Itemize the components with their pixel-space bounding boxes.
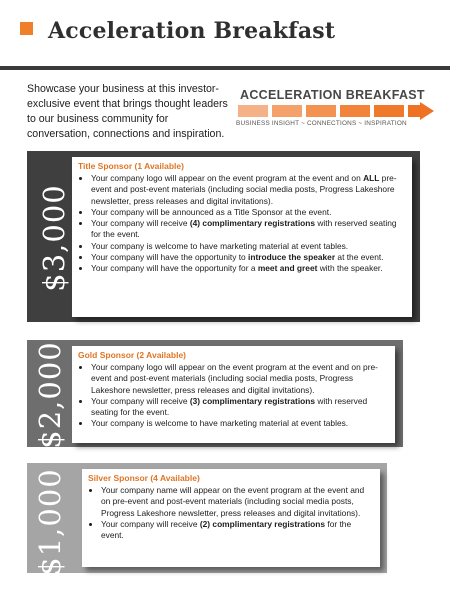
benefit-text: at the event.: [335, 252, 384, 263]
benefit-item: [91, 362, 389, 396]
tier-name: Gold Sponsor (2 Available): [78, 350, 186, 360]
benefit-item: [91, 252, 406, 263]
benefit-text: Your company will receive: [101, 518, 200, 529]
benefit-text: for the event.: [101, 518, 352, 541]
benefit-item: [91, 263, 406, 274]
benefit-list: [88, 485, 374, 541]
tier-price: $3,000: [37, 184, 71, 292]
benefit-text: Your company name will appear on the event program at the event and on pre-event and post-event materials (including social media posts, Progress Lakeshore newsletter, press releases and digital invitations).: [101, 485, 365, 518]
benefit-emphasis: ALL: [363, 173, 380, 183]
benefit-item: [91, 418, 389, 429]
intro-paragraph: Showcase your business at this investor-exclusive event that brings thought leaders to our business community for conversation, connections and inspiration.: [27, 83, 228, 140]
tier-price: $1,000: [33, 468, 67, 576]
benefit-emphasis: (4) complimentary registrations: [189, 218, 316, 229]
benefit-text: with reserved seating for the event.: [91, 218, 397, 240]
benefit-emphasis: (2) complimentary registrations: [199, 518, 326, 529]
benefit-text: Your company will receive: [91, 218, 190, 229]
benefit-emphasis: introduce the speaker: [248, 252, 336, 263]
event-banner-logo: [228, 84, 438, 134]
benefit-text: with reserved seating for the event.: [91, 395, 368, 418]
benefit-item: [91, 207, 406, 218]
benefit-item: [101, 485, 374, 519]
benefit-text: Your company is welcome to have marketing material at event tables.: [91, 418, 349, 429]
benefit-text: Your company logo will appear on the event program at the event and on pre-event and post-event materials (including social media posts, Progress Lakeshore newsletter, press releases and digital invitations).: [91, 362, 378, 395]
benefit-emphasis: meet and greet: [257, 263, 318, 274]
tier-name: Silver Sponsor (4 Available): [88, 473, 200, 483]
benefit-item: [91, 173, 406, 207]
banner-title: ACCELERATION BREAKFAST: [240, 88, 425, 102]
tier-card: [72, 157, 412, 317]
page-title: Acceleration Breakfast: [48, 18, 336, 44]
header-divider: [0, 66, 450, 70]
tier-name: Title Sponsor (1 Available): [78, 161, 184, 171]
benefit-list: [78, 362, 389, 430]
benefit-text: Your company will have the opportunity to: [91, 252, 249, 263]
benefit-text: Your company logo will appear on the event program at the event and on: [91, 173, 364, 183]
benefit-text: Your company is welcome to have marketing material at event tables.: [91, 240, 349, 251]
banner-tagline: BUSINESS INSIGHT ~ CONNECTIONS ~ INSPIRATION: [236, 120, 407, 127]
benefit-item: [101, 519, 374, 542]
benefit-text: Your company will receive: [91, 395, 190, 406]
benefit-emphasis: (3) complimentary registrations: [189, 395, 316, 406]
tier-card: [72, 346, 395, 443]
benefit-text: Your company will be announced as a Title Sponsor at the event.: [91, 206, 332, 217]
benefit-list: [78, 173, 406, 275]
benefit-item: [91, 396, 389, 419]
tier-price: $2,000: [33, 341, 67, 449]
tier-title-sponsor: [27, 151, 420, 322]
title-accent-square: [20, 22, 33, 35]
benefit-text: Your company will have the opportunity for a: [91, 263, 258, 274]
tier-gold-sponsor: [27, 340, 403, 447]
benefit-text: pre-event and post-event materials (including social media posts, Progress Lakeshore newsletter, press releases and digital invitations).: [91, 173, 397, 206]
benefit-item: [91, 218, 406, 241]
benefit-text: with the speaker.: [317, 263, 383, 274]
arrow-icon: [228, 102, 438, 120]
tier-card: [82, 469, 380, 567]
tier-silver-sponsor: [27, 463, 387, 576]
benefit-item: [91, 241, 406, 252]
